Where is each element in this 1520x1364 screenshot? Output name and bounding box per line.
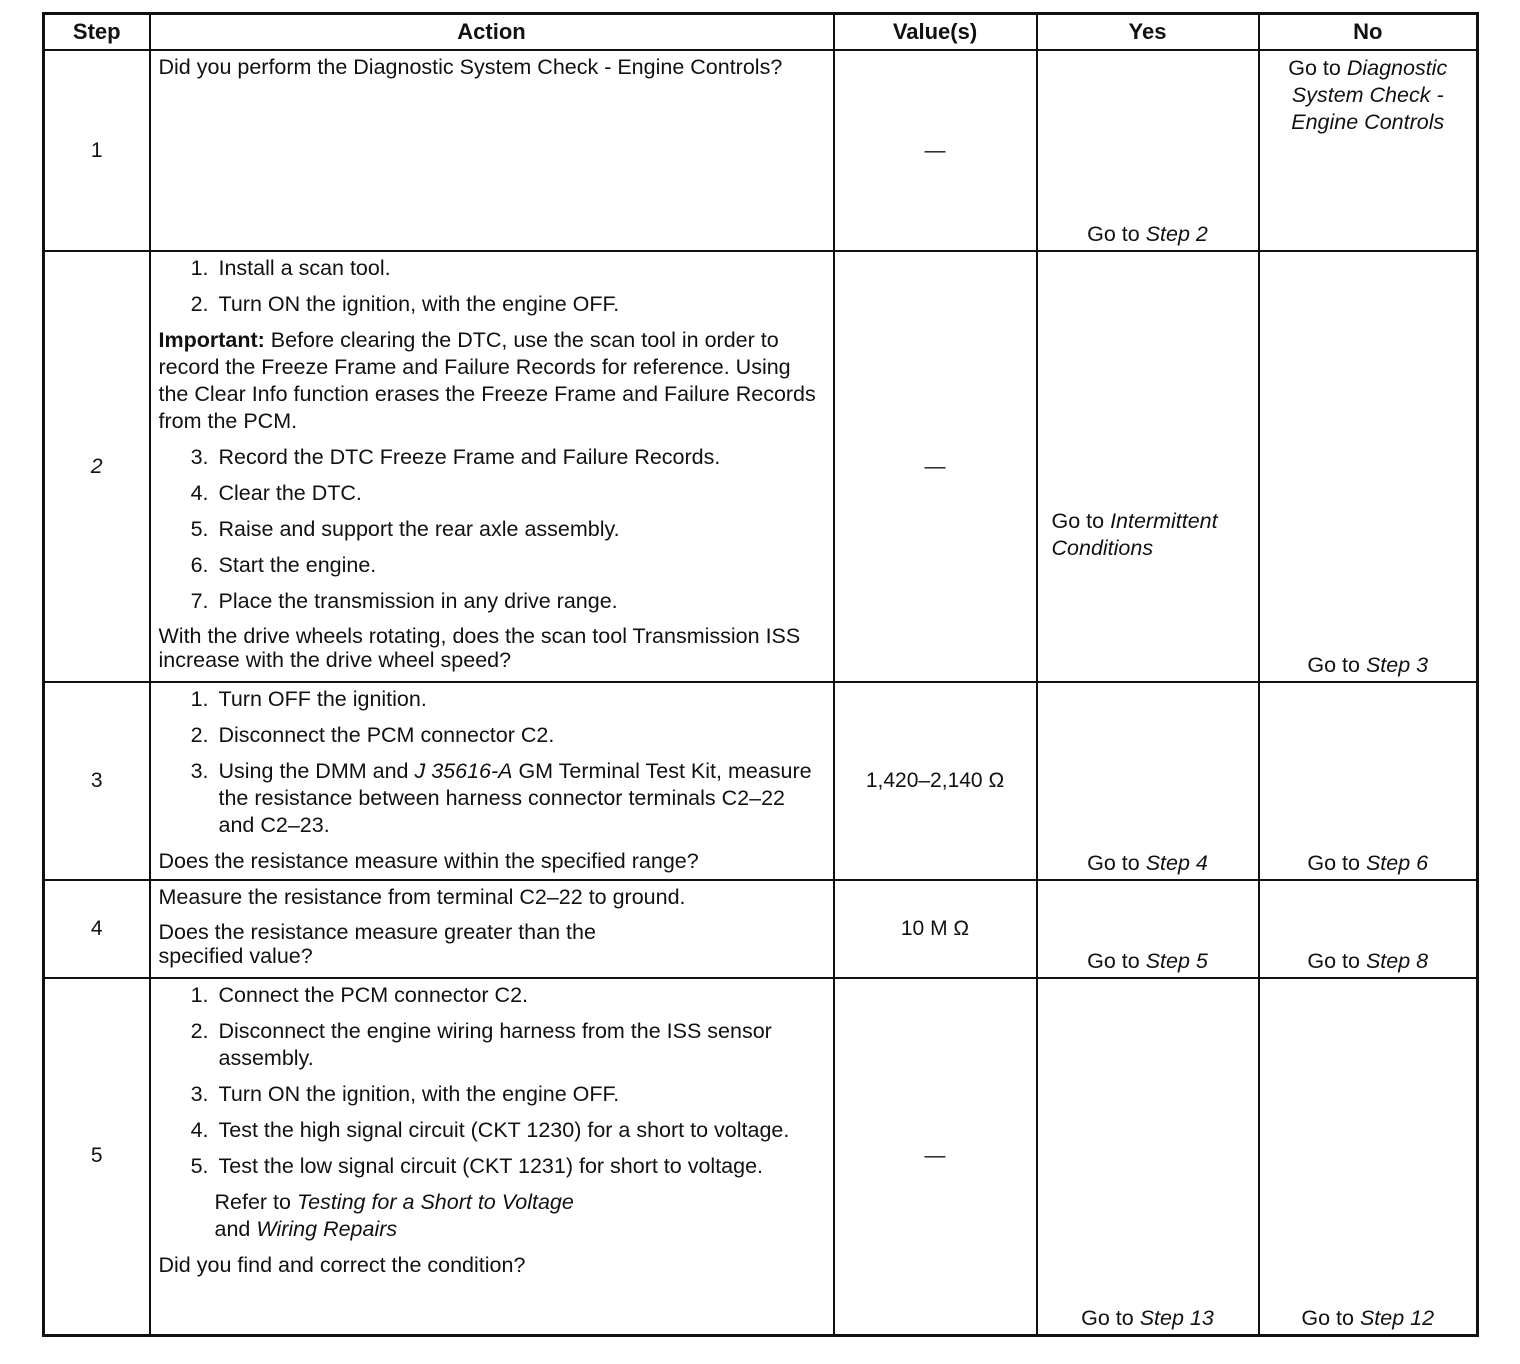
action-cell (150, 682, 834, 880)
step-link[interactable]: Step 12 (1359, 1305, 1435, 1330)
list-item: 3. Turn ON the ignition, with the engine OFF. (215, 1081, 825, 1108)
header-no: No (1259, 14, 1478, 51)
value-cell: — (834, 978, 1037, 1335)
yes-cell (1037, 50, 1259, 251)
question-text: Did you perform the Diagnostic System Check - Engine Controls? (158, 55, 783, 79)
procedure-list (159, 255, 825, 318)
no-cell (1259, 682, 1478, 880)
list-item: 6. Start the engine. (215, 552, 825, 579)
list-item: 4. Test the high signal circuit (CKT 1230) for a short to voltage. (215, 1117, 825, 1144)
header-row (44, 14, 1478, 51)
list-item: 3. Using the DMM and J 35616-A GM Terminal Test Kit, measure the resistance between harness connector terminals C2–22 and C2–23. (215, 758, 825, 839)
action-cell (150, 880, 834, 978)
list-item: 2. Disconnect the engine wiring harness from the ISS sensor assembly. (215, 1018, 825, 1072)
list-item: 4. Clear the DTC. (215, 480, 825, 507)
list-item: 1. Connect the PCM connector C2. (215, 982, 825, 1009)
step-link[interactable]: Step 3 (1365, 653, 1429, 677)
no-text: Go to Diagnostic System Check - Engine Controls (1288, 56, 1448, 134)
value-cell: 1,420–2,140 Ω (834, 682, 1037, 880)
no-text: Go to Step 6 (1307, 851, 1429, 875)
no-text: Go to Step 3 (1307, 653, 1429, 677)
no-cell (1259, 880, 1478, 978)
step-link[interactable]: Intermittent Conditions (1051, 509, 1218, 560)
header-yes: Yes (1037, 14, 1259, 51)
yes-text: Go to Step 5 (1087, 949, 1208, 973)
list-item: 1. Install a scan tool. (215, 255, 825, 282)
value-cell: — (834, 50, 1037, 251)
no-text: Go to Step 8 (1307, 949, 1429, 973)
header-step: Step (44, 14, 150, 51)
yes-text: Go to Step 2 (1087, 222, 1208, 246)
step-number: 5 (44, 978, 150, 1335)
step-link[interactable]: Step 5 (1145, 949, 1208, 973)
refer-link[interactable]: Wiring Repairs (256, 1217, 398, 1241)
procedure-list (159, 444, 825, 615)
question-text: With the drive wheels rotating, does the scan tool Transmission ISS increase with the drive wheel speed? (158, 624, 801, 672)
yes-cell (1037, 978, 1259, 1335)
no-cell (1259, 251, 1478, 682)
table-row (44, 251, 1478, 682)
step-number: 1 (44, 50, 150, 251)
step-number: 2 (44, 251, 150, 682)
step-number: 4 (44, 880, 150, 978)
list-item: 7. Place the transmission in any drive range. (215, 588, 825, 615)
instruction-text: Measure the resistance from terminal C2–22 to ground. (158, 885, 686, 909)
yes-cell (1037, 682, 1259, 880)
yes-text: Go to Intermittent Conditions (1051, 509, 1218, 560)
list-item: 2. Turn ON the ignition, with the engine OFF. (215, 291, 825, 318)
step-link[interactable]: Step 8 (1365, 949, 1429, 973)
procedure-list (159, 982, 825, 1180)
action-cell (150, 251, 834, 682)
yes-cell (1037, 251, 1259, 682)
value-cell: 10 M Ω (834, 880, 1037, 978)
list-item: 2. Disconnect the PCM connector C2. (215, 722, 825, 749)
list-item: 1. Turn OFF the ignition. (215, 686, 825, 713)
step-link[interactable]: Step 2 (1145, 222, 1208, 246)
yes-cell (1037, 880, 1259, 978)
no-cell (1259, 50, 1478, 251)
step-link[interactable]: Diagnostic System Check - Engine Controls (1291, 56, 1448, 134)
diagnostic-table (42, 12, 1479, 1337)
table-row (44, 682, 1478, 880)
table-row (44, 978, 1478, 1335)
step-link[interactable]: Step 4 (1145, 851, 1208, 875)
no-cell (1259, 978, 1478, 1335)
list-item: 5. Test the low signal circuit (CKT 1231) for short to voltage. (215, 1153, 825, 1180)
value-cell: — (834, 251, 1037, 682)
list-item: 3. Record the DTC Freeze Frame and Failure Records. (215, 444, 825, 471)
step-link[interactable]: Step 6 (1365, 851, 1429, 875)
table-row (44, 50, 1478, 251)
table-row (44, 880, 1478, 978)
important-note: Important: Before clearing the DTC, use the scan tool in order to record the Freeze Frame and Failure Records for reference. Using the Clear Info function erases the Freeze Frame and Failure Records from the PCM. (158, 328, 816, 433)
yes-text: Go to Step 4 (1087, 851, 1208, 875)
no-text: Go to Step 12 (1301, 1305, 1435, 1330)
header-action: Action (150, 14, 834, 51)
step-link[interactable]: Step 13 (1139, 1305, 1214, 1330)
header-values: Value(s) (834, 14, 1037, 51)
action-cell (150, 978, 834, 1335)
question-text: Does the resistance measure within the specified range? (158, 849, 699, 873)
procedure-list (159, 686, 825, 839)
step-number: 3 (44, 682, 150, 880)
yes-text: Go to Step 13 (1081, 1305, 1214, 1330)
action-cell (150, 50, 834, 251)
question-text: Did you find and correct the condition? (158, 1253, 526, 1277)
refer-link[interactable]: Testing for a Short to Voltage (296, 1190, 574, 1214)
question-text: Does the resistance measure greater than the specified value? (158, 920, 596, 968)
refer-note: Refer to Testing for a Short to Voltage and Wiring Repairs (214, 1190, 574, 1241)
list-item: 5. Raise and support the rear axle assembly. (215, 516, 825, 543)
